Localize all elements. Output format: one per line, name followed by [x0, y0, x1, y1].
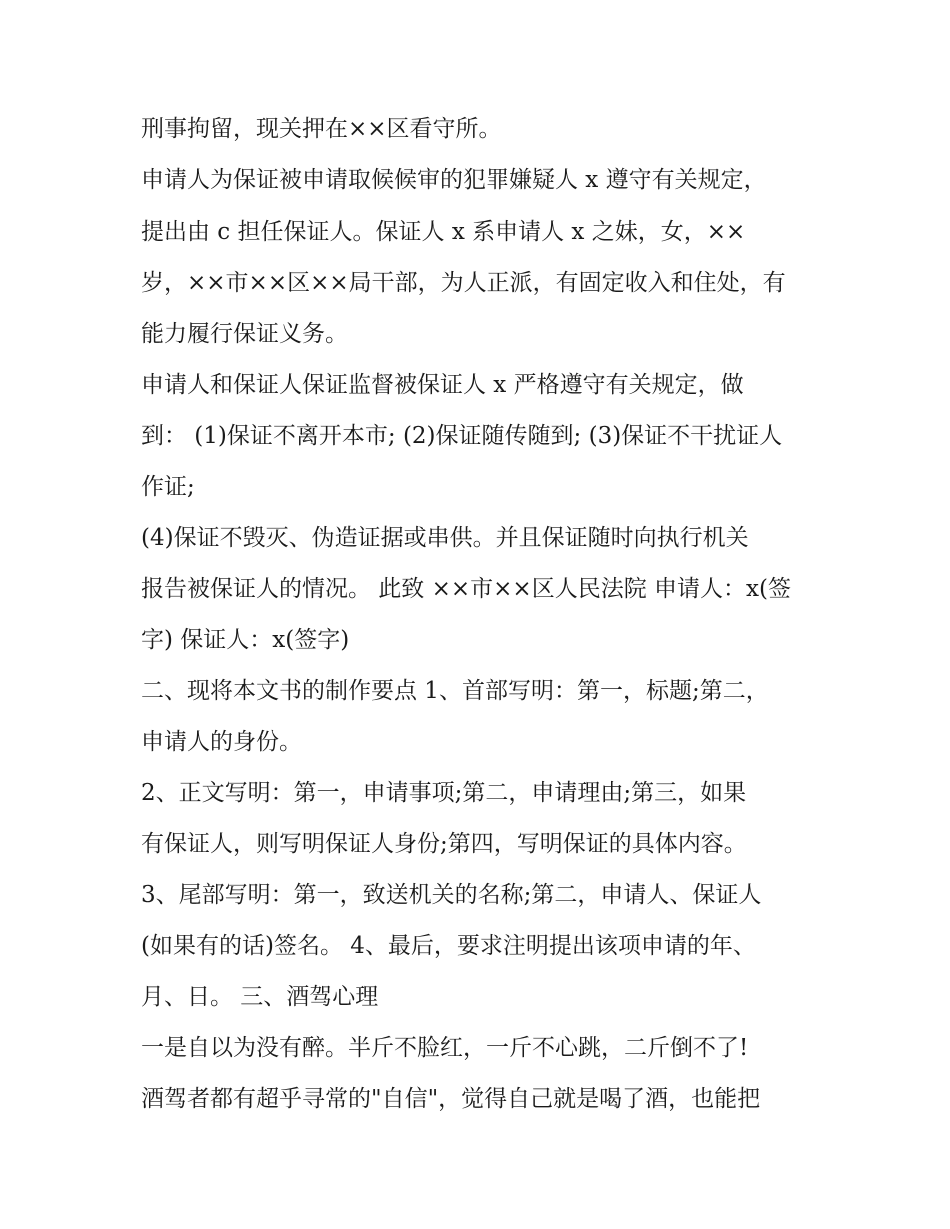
text-line: (4)保证不毁灭、伪造证据或串供。并且保证随时向执行机关 — [141, 525, 749, 551]
text-line: 提出由 c 担任保证人。保证人 x 系申请人 x 之妹，女，×× — [141, 219, 746, 245]
text-line: 有保证人，则写明保证人身份;第四，写明保证的具体内容。 — [141, 831, 747, 857]
text-line: 月、日。 三、酒驾心理 — [141, 984, 379, 1010]
text-line: 能力履行保证义务。 — [141, 321, 348, 347]
text-line: 酒驾者都有超乎寻常的"自信"，觉得自己就是喝了酒，也能把 — [141, 1086, 761, 1112]
text-line: 二、现将本文书的制作要点 1、首部写明：第一，标题;第二， — [141, 678, 769, 704]
text-line: 作证; — [141, 474, 195, 500]
text-line: 申请人的身份。 — [141, 729, 302, 755]
text-line: (如果有的话)签名。 4、最后，要求注明提出该项申请的年、 — [141, 933, 756, 959]
text-line: 申请人和保证人保证监督被保证人 x 严格遵守有关规定，做 — [141, 372, 744, 398]
text-line: 申请人为保证被申请取候候审的犯罪嫌疑人 x 遵守有关规定， — [141, 167, 767, 193]
text-line: 到： (1)保证不离开本市; (2)保证随传随到; (3)保证不干扰证人 — [141, 423, 783, 449]
text-line: 字) 保证人：x(签字) — [141, 627, 350, 653]
text-line: 2、正文写明：第一，申请事项;第二，申请理由;第三，如果 — [141, 780, 747, 806]
text-line: 一是自以为没有醉。半斤不脸红，一斤不心跳，二斤倒不了! — [141, 1035, 749, 1061]
text-line: 刑事拘留，现关押在××区看守所。 — [141, 116, 502, 142]
text-line: 报告被保证人的情况。 此致 ××市××区人民法院 申请人：x(签 — [141, 576, 791, 602]
text-line: 岁，××市××区××局干部，为人正派，有固定收入和住处，有 — [141, 270, 786, 296]
text-line: 3、尾部写明：第一，致送机关的名称;第二，申请人、保证人 — [141, 882, 762, 908]
